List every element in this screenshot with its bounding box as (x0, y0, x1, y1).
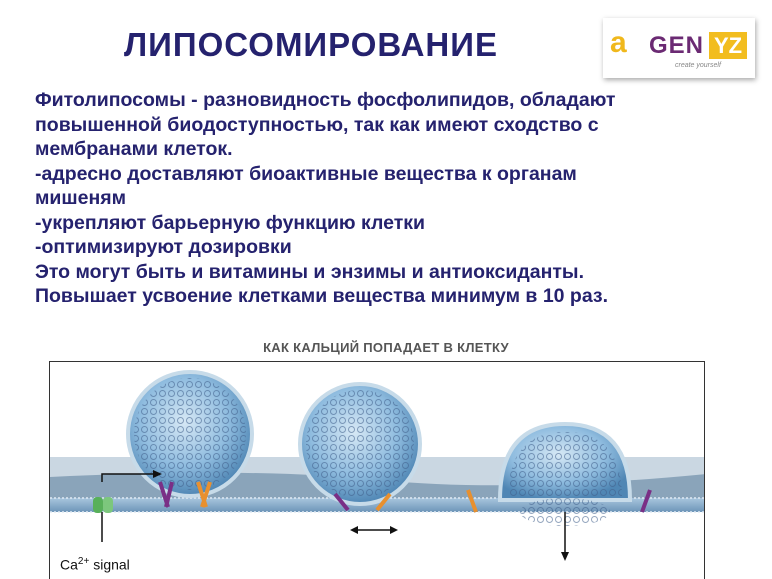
text-line: мишеням (35, 187, 127, 209)
illustration-caption: КАК КАЛЬЦИЙ ПОПАДАЕТ В КЛЕТКУ (263, 340, 509, 355)
vesicle-fusion-diagram (50, 362, 705, 579)
text-line: Повышает усвоение клетками вещества минимум в 10 раз. (35, 285, 609, 307)
brand-logo (603, 18, 755, 78)
logo-wordmark: GEN (649, 32, 705, 59)
logo-yz-badge: YZ (709, 32, 747, 59)
text-line: -оптимизируют дозировки (35, 236, 292, 258)
diffusion-arrow-icon (350, 526, 398, 534)
signal-label-suffix: signal (89, 556, 130, 573)
calcium-vesicle-illustration (49, 361, 705, 579)
text-line: мембранами клеток. (35, 138, 233, 160)
vesicle-docked (128, 372, 252, 496)
page-title: ЛИПОСОМИРОВАНИЕ (124, 26, 498, 63)
text-line: -адресно доставляют биоактивные вещества к органам (35, 162, 577, 185)
vesicle-contents (306, 390, 414, 498)
logo-tagline: create yourself (675, 62, 721, 69)
text-line: повышенной биодоступностью, так как имеют сходство с (35, 113, 599, 136)
calcium-signal-label (60, 556, 130, 573)
text-line: Фитолипосомы - разновидность фосфолипидов, обладают (35, 89, 616, 111)
logo-mark: a (610, 26, 627, 59)
signal-label-charge: 2+ (77, 556, 90, 567)
vesicle-contents (134, 378, 246, 490)
signal-label-base: Ca (60, 556, 78, 573)
description-text (35, 88, 755, 309)
text-line: Это могут быть и витамины и энзимы и антиоксиданты. (35, 260, 584, 283)
text-line: -укрепляют барьерную функцию клетки (35, 211, 426, 234)
vesicle-priming (300, 384, 420, 504)
